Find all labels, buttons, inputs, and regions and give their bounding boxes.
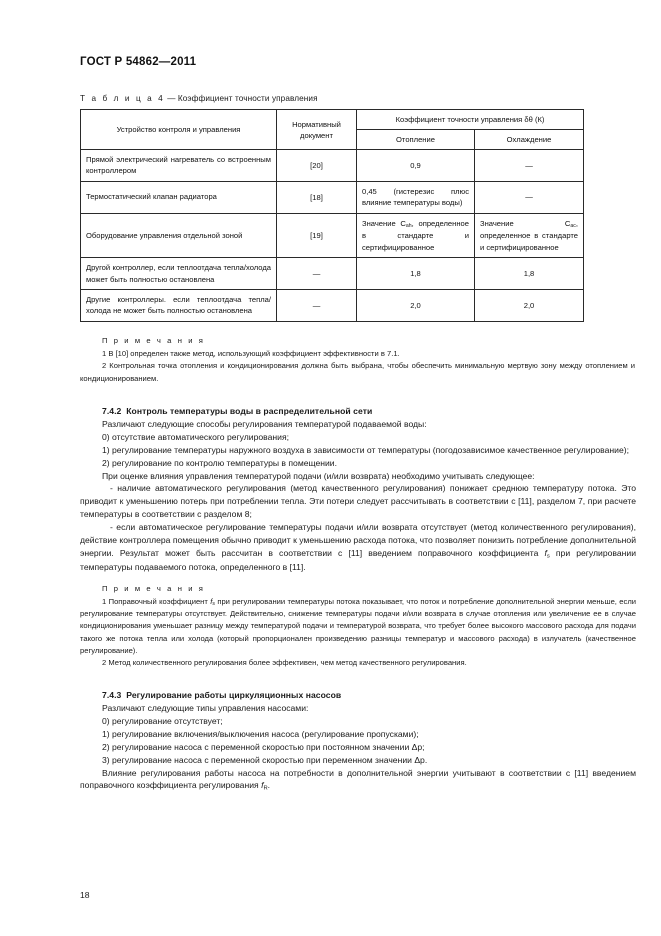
closing-subscript: R — [263, 785, 268, 792]
section-7-4-3-list-item-0: 0) регулирование отсутствует; — [102, 715, 223, 726]
cooling-subscript: ac — [570, 222, 576, 229]
section-7-4-3-list-item-2: 2) регулирование насоса с переменной скоростью при постоянном значении Δр; — [102, 741, 425, 752]
section-7-4-3-title: Регулирование работы циркуляционных насосов — [126, 690, 342, 701]
note-1-part-1: 1 Поправочный коэффициент — [102, 596, 211, 606]
section-7-4-2-list-item-2: 2) регулирование по контролю температуры в помещении. — [102, 457, 337, 468]
table-caption-label: Т а б л и ц а 4 — [80, 94, 165, 103]
header-device: Устройство контроля и управления — [81, 110, 277, 150]
cell-cooling: — — [475, 181, 584, 213]
table-caption-dash: — — [167, 94, 176, 103]
cell-heating: 0,45 (гистерезис плюс влияние температуры воды) — [357, 181, 475, 213]
section-7-4-2-list-item-1: 1) регулирование температуры наружного воздуха в зависимости от температуры (погодозависимое качественное регулирование); — [102, 444, 629, 455]
table-caption — [80, 94, 599, 103]
bullet-2-part-2: при регулировании температуры подаваемого потока, определенного в [11]. — [80, 547, 637, 572]
section-7-4-3 — [80, 683, 636, 793]
header-heating: Отопление — [357, 130, 475, 150]
header-normative-document: Нормативный документ — [277, 110, 357, 150]
section-7-4-2-bullet-1: - наличие автоматического регулирования (метод качественного регулирования) понижает среднюю температуру потока. Это приводит к уменьшению потерь при потреблении тепла. Эти потери следует рассчитывать в соответствии с [11], разделом 7, при расчете температуры в соответствии с разделом 8; — [80, 483, 636, 520]
cell-heating: 2,0 — [357, 290, 475, 322]
table-caption-title: Коэффициент точности управления — [177, 94, 318, 103]
section-7-4-2-notes — [80, 583, 636, 669]
heating-rest: , определенное в стандарте и сертифицированное — [362, 218, 469, 252]
cell-cooling — [475, 213, 584, 258]
cell-device: Другой контроллер, если теплоотдача тепла/холода может быть полностью остановлена — [81, 258, 277, 290]
running-header: ГОСТ Р 54862—2011 — [80, 56, 197, 68]
section-7-4-2-intro: Различают следующие способы регулирования температурой подаваемой воды: — [102, 418, 427, 429]
closing-part-1: Влияние регулирования работы насоса на потребности в дополнительной энергии учитывают в соответствии с [11] введением поправочного коэффициента регулирования — [80, 767, 636, 791]
note-1-subscript: s — [212, 601, 215, 608]
cell-cooling: 1,8 — [475, 258, 584, 290]
cell-cooling: — — [475, 150, 584, 182]
cell-ref: [18] — [277, 181, 357, 213]
section-7-4-2-number: 7.4.2 — [102, 405, 122, 416]
cooling-prefix: Значение С — [480, 218, 571, 228]
section-7-4-2-bullet-2 — [80, 521, 636, 574]
closing-part-2: . — [267, 780, 271, 791]
cell-ref: [20] — [277, 150, 357, 182]
accuracy-coefficient-table — [80, 109, 584, 322]
cooling-rest: , определенное в стандарте и сертифицированное — [480, 218, 578, 252]
heating-subscript: ah — [405, 222, 412, 229]
section-7-4-3-closing — [80, 767, 636, 794]
table-header-row — [81, 110, 584, 130]
section-7-4-2-lead-in: При оценке влияния управления температурой подачи (и/или возврата) необходимо учитывать следующее: — [102, 470, 535, 481]
section-7-4-2 — [80, 399, 636, 574]
bullet-2-variable: f — [544, 547, 547, 558]
table-row — [81, 150, 584, 182]
section-7-4-2-list-item-0: 0) отсутствие автоматического регулирования; — [102, 431, 289, 442]
section-7-4-3-list-item-1: 1) регулирование включения/выключения насоса (регулирование пропусками); — [102, 728, 419, 739]
section-7-4-2-title: Контроль температуры воды в распределительной сети — [126, 405, 373, 416]
cell-heating — [357, 213, 475, 258]
section-7-4-2-heading — [80, 406, 636, 416]
bullet-2-part-1: - если автоматическое регулирование температуры подачи и/или возврата отсутствует (метод количественного регулирования), действие контроллера помещения обычно приводит к уменьшению расхода потока, что позволяет понизить потребление дополнительной энергии. Результат может быть рассчитан в соответствии с [11] введением поправочного коэффициента — [80, 522, 636, 558]
section-7-4-3-heading — [80, 690, 636, 700]
note-1-variable: f — [210, 596, 213, 606]
section-7-4-3-intro: Различают следующие типы управления насосами: — [102, 703, 309, 714]
table-row — [81, 258, 584, 290]
table-row — [81, 290, 584, 322]
cell-ref: — — [277, 290, 357, 322]
cell-ref: [19] — [277, 213, 357, 258]
bullet-2-subscript: s — [546, 553, 550, 560]
cell-heating: 0,9 — [357, 150, 475, 182]
header-accuracy-group: Коэффициент точности управления δθ (К) — [357, 110, 584, 130]
page-number: 18 — [80, 890, 90, 900]
section-7-4-3-number: 7.4.3 — [102, 690, 122, 701]
section-7-4-3-list-item-3: 3) регулирование насоса с переменной скоростью при переменном значении Δр. — [102, 754, 428, 765]
table-row — [81, 181, 584, 213]
table-notes-title: П р и м е ч а н и я — [102, 335, 205, 345]
section-7-4-2-note-2: 2 Метод количественного регулирования более эффективен, чем метод качественного регулирования. — [102, 657, 467, 667]
cell-device: Прямой электрический нагреватель со встроенным контроллером — [81, 150, 277, 182]
cell-device: Термостатический клапан радиатора — [81, 181, 277, 213]
cell-ref: — — [277, 258, 357, 290]
table-notes — [80, 335, 635, 385]
cell-cooling: 2,0 — [475, 290, 584, 322]
cell-device: Оборудование управления отдельной зоной — [81, 213, 277, 258]
cell-heating: 1,8 — [357, 258, 475, 290]
heating-prefix: Значение С — [362, 218, 406, 228]
section-7-4-2-notes-title: П р и м е ч а н и я — [102, 583, 205, 593]
header-cooling: Охлаждение — [475, 130, 584, 150]
note-1-part-2: при регулировании температуры потока показывает, что поток и потребление дополнительной энергии меньше, если регулирование температуры отсутствует. Действительно, снижение температуры подачи и/или возврата в случае отопления или увеличение ее в случае кондиционирования уменьшает разницу между температурой подачи и температурой возврата, что требует более высокого массового расхода для подачи такого же потока тепла или холода (который пропорционален произведению разницы температур и массового расхода) в излучатель (качественное регулирование). — [80, 596, 636, 655]
section-7-4-2-note-1 — [80, 596, 636, 657]
cell-device: Другие контроллеры. если теплоотдача тепла/холода не может быть полностью остановлена — [81, 290, 277, 322]
table-note-2: 2 Контрольная точка отопления и кондиционирования должна быть выбрана, чтобы обеспечить минимальную мертвую зону между отоплением и кондиционированием. — [80, 361, 635, 383]
table-row — [81, 213, 584, 258]
table-note-1: 1 В [10] определен также метод, использующий коэффициент эффективности в 7.1. — [102, 349, 400, 359]
closing-variable: f — [261, 780, 264, 791]
